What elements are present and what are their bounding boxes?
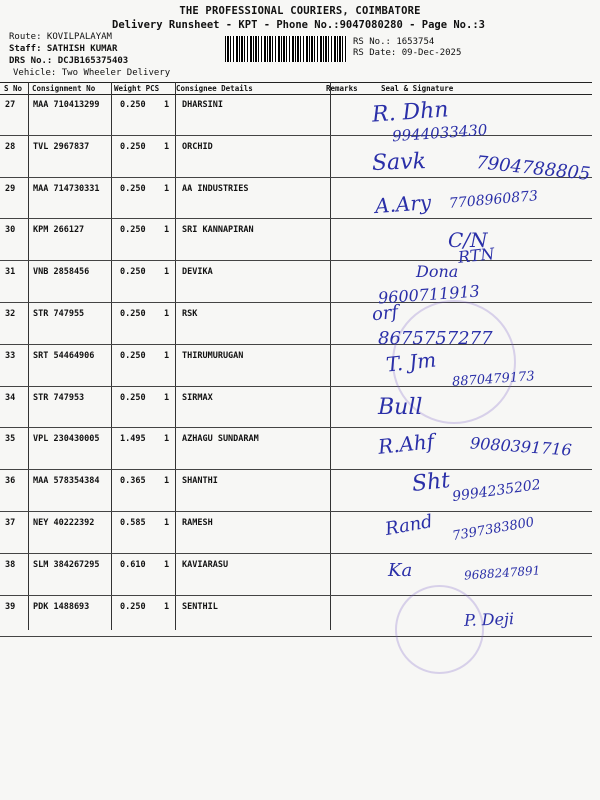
handwritten-signature: Dona [416,262,459,281]
handwritten-phone-number: 9944033430 [391,120,488,146]
table-row [0,93,592,136]
handwritten-signature: A.Ary [374,190,432,218]
table-row [0,218,592,261]
row-pcs: 1 [164,350,170,361]
col-sno: S No [4,84,23,93]
row-consignment-no: SLM 384267295 [33,559,100,570]
row-pcs: 1 [164,183,170,194]
row-consignment-no: TVL 2967837 [33,141,90,152]
row-consignment-no: STR 747953 [33,392,85,403]
handwritten-signature: R. Dhn [371,97,450,128]
handwritten-signature: Bull [378,395,423,420]
row-weight: 0.250 [120,601,146,612]
handwritten-phone-number: 8870479173 [451,369,536,390]
handwritten-phone-number: 9688247891 [463,563,541,583]
row-consignment-no: SRT 54464906 [33,350,95,361]
row-pcs: 1 [164,434,170,445]
row-consignee: SRI KANNAPIRAN [182,225,254,236]
row-weight: 0.250 [120,267,146,278]
row-weight: 0.250 [120,225,146,236]
row-consignee: AZHAGU SUNDARAM [182,434,259,445]
row-pcs: 1 [164,100,170,110]
barcode [225,36,347,62]
handwritten-signature: Savk [371,149,427,176]
row-pcs: 1 [164,309,170,319]
row-consignee: RSK [182,309,198,319]
row-weight: 0.250 [120,350,146,361]
row-pcs: 1 [164,392,170,403]
row-pcs: 1 [164,601,170,612]
row-sno: 29 [5,183,16,194]
row-sno: 38 [5,559,16,570]
col-consignment: Consignment No [32,84,96,93]
row-consignment-no: VPL 230430005 [33,434,100,445]
handwritten-signature: orf [370,301,400,326]
row-weight: 0.250 [120,183,146,194]
row-weight: 0.250 [120,392,146,403]
row-weight: 0.250 [120,141,146,152]
row-sno: 32 [5,309,16,319]
row-consignee: DEVIKA [182,267,213,278]
handwritten-signature: Ka [388,560,413,581]
handwritten-signature: P. Deji [463,609,515,630]
row-consignee: SENTHIL [182,601,218,612]
row-consignee: KAVIARASU [182,559,229,570]
row-sno: 27 [5,100,16,110]
row-weight: 0.365 [120,476,146,487]
row-sno: 33 [5,350,16,361]
route-label: Route: KOVILPALAYAM [9,32,112,42]
vehicle-label: Vehicle: Two Wheeler Delivery [13,68,171,78]
row-weight: 0.610 [120,559,146,570]
row-consignee: RAMESH [182,518,213,528]
handwritten-signature: T. Jm [384,347,438,377]
row-sno: 39 [5,601,16,612]
row-consignment-no: MAA 714730331 [33,183,100,194]
handwritten-phone-number: 9994235202 [451,476,542,506]
col-weight-pcs: Weight PCS [114,84,160,93]
row-sno: 36 [5,476,16,487]
row-pcs: 1 [164,559,170,570]
row-sno: 28 [5,141,16,152]
handwritten-phone-number: 7397383800 [451,514,536,545]
row-sno: 37 [5,518,16,528]
table-row [0,260,592,303]
drs-label: DRS No.: DCJB165375403 [9,56,129,66]
col-consignee: Consignee Details [176,84,253,93]
runsheet-title: Delivery Runsheet - KPT - Phone No.:9047080280 - Page No.:3 [112,19,485,31]
row-pcs: 1 [164,518,170,528]
col-remarks: Remarks [326,84,358,93]
row-consignment-no: STR 747955 [33,309,85,319]
handwritten-phone-number: 7904788805 [475,152,592,185]
row-consignment-no: KPM 266127 [33,225,85,236]
handwritten-signature: C/N [448,228,488,252]
row-sno: 30 [5,225,16,236]
row-weight: 0.250 [120,100,146,110]
company-title: THE PROFESSIONAL COURIERS, COIMBATORE [179,5,421,17]
row-weight: 0.250 [120,309,146,319]
row-pcs: 1 [164,267,170,278]
handwritten-phone-number: 9600711913 [377,281,481,308]
handwritten-signature: Sht [410,468,452,497]
row-consignee: DHARSINI [182,100,223,110]
row-consignee: AA INDUSTRIES [182,183,249,194]
row-consignment-no: MAA 578354384 [33,476,100,487]
row-consignee: THIRUMURUGAN [182,350,244,361]
row-pcs: 1 [164,476,170,487]
rs-date: RS Date: 09-Dec-2025 [353,48,462,58]
col-seal-signature: Seal & Signature [381,84,454,93]
handwritten-phone-number: 8675757277 [378,328,493,349]
handwritten-signature: R.Ahf [376,429,436,459]
handwritten-phone-number: 9080391716 [469,433,573,460]
row-consignment-no: PDK 1488693 [33,601,90,612]
row-sno: 31 [5,267,16,278]
row-pcs: 1 [164,141,170,152]
row-weight: 0.585 [120,518,146,528]
row-consignment-no: NEY 40222392 [33,518,95,528]
row-consignee: SHANTHI [182,476,218,487]
row-sno: 35 [5,434,16,445]
rs-number: RS No.: 1653754 [353,37,435,47]
row-pcs: 1 [164,225,170,236]
handwritten-phone-number: RTN [457,244,496,267]
staff-label: Staff: SATHISH KUMAR [9,44,118,54]
handwritten-phone-number: 7708960873 [448,188,539,212]
row-consignment-no: VNB 2858456 [33,267,90,278]
handwritten-signature: Rand [383,511,435,540]
row-sno: 34 [5,392,16,403]
row-consignee: SIRMAX [182,392,213,403]
row-consignment-no: MAA 710413299 [33,100,100,110]
row-weight: 1.495 [120,434,146,445]
row-consignee: ORCHID [182,141,213,152]
